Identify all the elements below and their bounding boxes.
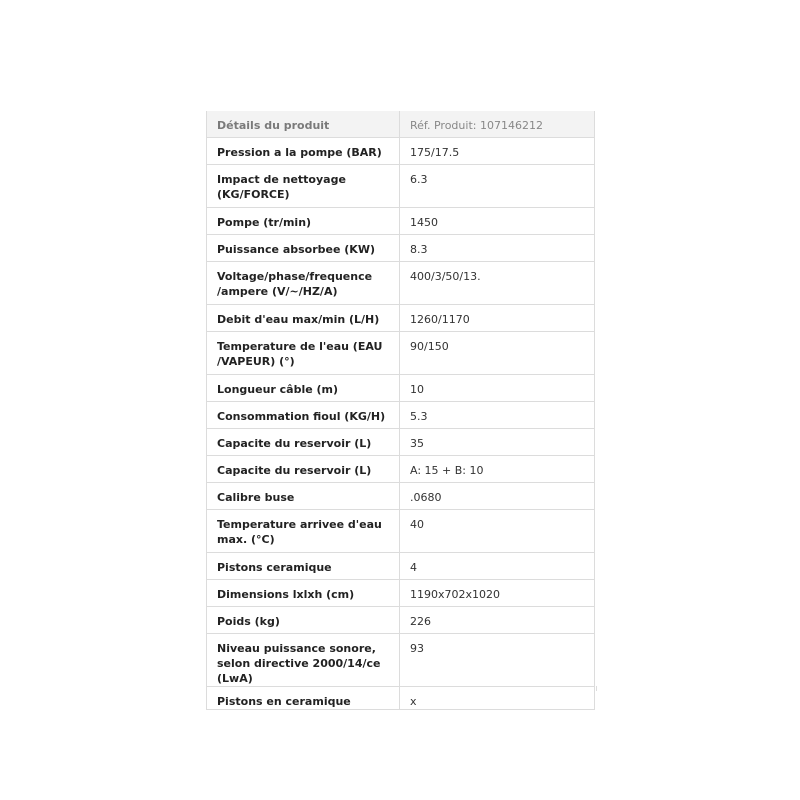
spec-value: 5.3 <box>400 402 595 429</box>
table-row <box>207 456 595 483</box>
column-divider <box>399 686 400 691</box>
spec-label: Pompe (tr/min) <box>207 208 400 235</box>
spec-value: 400/3/50/13. <box>400 262 595 305</box>
product-reference: Réf. Produit: 107146212 <box>400 111 595 138</box>
table-row <box>207 402 595 429</box>
spec-value: 226 <box>400 607 595 634</box>
table-row <box>207 429 595 456</box>
header-label: Détails du produit <box>207 111 400 138</box>
table-row <box>207 235 595 262</box>
product-details-table <box>206 111 595 710</box>
spec-value: .0680 <box>400 483 595 510</box>
table-row <box>207 208 595 235</box>
spec-label: Capacite du reservoir (L) <box>207 456 400 483</box>
spec-value: x <box>400 687 595 710</box>
spec-value: 175/17.5 <box>400 138 595 165</box>
table-row <box>207 375 595 402</box>
spec-label: Poids (kg) <box>207 607 400 634</box>
table-row <box>207 262 595 305</box>
spec-label: Debit d'eau max/min (L/H) <box>207 305 400 332</box>
table-header-row <box>207 111 595 138</box>
table-row <box>207 138 595 165</box>
table-bottom-edge <box>206 686 597 691</box>
table-row <box>207 607 595 634</box>
spec-label: Capacite du reservoir (L) <box>207 429 400 456</box>
spec-value: 4 <box>400 553 595 580</box>
table-row <box>207 553 595 580</box>
spec-value: 10 <box>400 375 595 402</box>
spec-value: 40 <box>400 510 595 553</box>
spec-label: Voltage/phase/frequence /ampere (V/~/HZ/A) <box>207 262 400 305</box>
spec-label: Temperature arrivee d'eau max. (°C) <box>207 510 400 553</box>
table-row <box>207 165 595 208</box>
spec-label: Longueur câble (m) <box>207 375 400 402</box>
table-row <box>207 634 595 687</box>
spec-label: Pression a la pompe (BAR) <box>207 138 400 165</box>
spec-label: Pistons ceramique <box>207 553 400 580</box>
spec-value: 93 <box>400 634 595 687</box>
spec-label: Consommation fioul (KG/H) <box>207 402 400 429</box>
spec-label: Temperature de l'eau (EAU /VAPEUR) (°) <box>207 332 400 375</box>
spec-value: 35 <box>400 429 595 456</box>
spec-label: Puissance absorbee (KW) <box>207 235 400 262</box>
spec-value: 1190x702x1020 <box>400 580 595 607</box>
table-row <box>207 580 595 607</box>
table-row <box>207 510 595 553</box>
spec-value: 6.3 <box>400 165 595 208</box>
table-row <box>207 305 595 332</box>
spec-value: 1260/1170 <box>400 305 595 332</box>
table-row <box>207 483 595 510</box>
spec-label: Niveau puissance sonore, selon directive 2000/14/ce (LwA) <box>207 634 400 687</box>
spec-value: A: 15 + B: 10 <box>400 456 595 483</box>
spec-label: Pistons en ceramique <box>207 687 400 710</box>
table-row <box>207 332 595 375</box>
spec-value: 8.3 <box>400 235 595 262</box>
spec-label: Dimensions lxlxh (cm) <box>207 580 400 607</box>
spec-value: 90/150 <box>400 332 595 375</box>
spec-value: 1450 <box>400 208 595 235</box>
spec-label: Calibre buse <box>207 483 400 510</box>
spec-label: Impact de nettoyage (KG/FORCE) <box>207 165 400 208</box>
